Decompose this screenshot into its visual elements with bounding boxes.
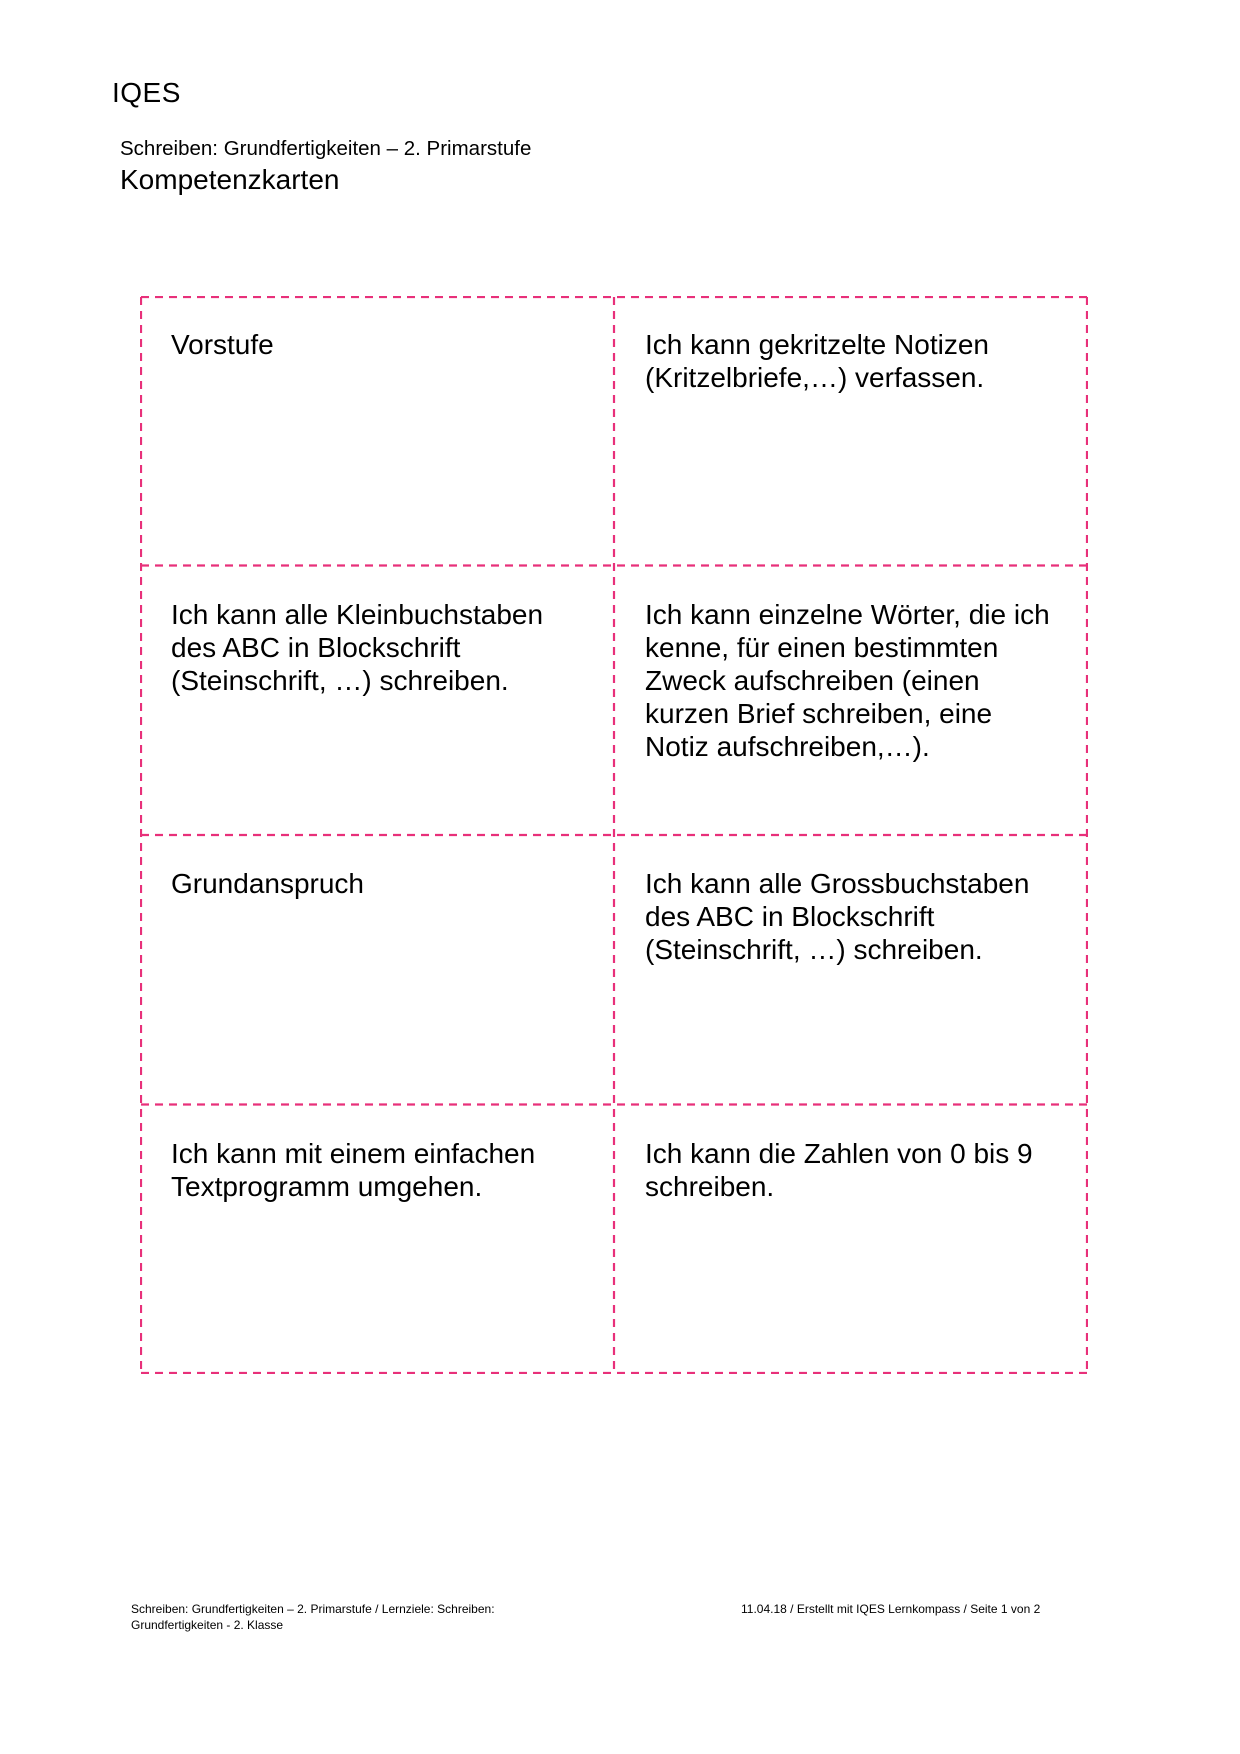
card-text: Ich kann mit einem einfachen Textprogramm umgehen. [171,1137,536,1202]
competence-card-grid [140,296,1088,1374]
card-text: Ich kann alle Grossbuchstaben des ABC in Blockschrift (Steinschrift, …) schreiben. [645,868,1030,965]
card-level-vorstufe [140,296,614,566]
card-text: Ich kann alle Kleinbuchstaben des ABC in Blockschrift (Steinschrift, …) schreiben. [171,598,544,696]
card-text: Ich kann die Zahlen von 0 bis 9 schreiben. [645,1137,1033,1202]
footer-page-info: 11.04.18 / Erstellt mit IQES Lernkompass / Seite 1 von 2 [741,1602,1041,1616]
card-text: Ich kann gekritzelte Notizen (Kritzelbriefe,…) verfassen. [645,329,989,393]
card-uppercase-letters [614,835,1088,1105]
footer-document-path: Schreiben: Grundfertigkeiten – 2. Primarstufe / Lernziele: Schreiben: Grundfertigkeiten - 2. Klasse [131,1602,495,1632]
brand-logo-text: IQES [112,77,181,108]
document-title: Kompetenzkarten [120,164,340,195]
card-text-program [140,1105,614,1375]
card-text: Ich kann einzelne Wörter, die ich kenne, für einen bestimmten Zweck aufschreiben (einen kurzen Brief schreiben, eine Notiz aufschreiben,…). [645,598,1050,762]
card-numbers [614,1105,1088,1375]
card-single-words [614,566,1088,836]
card-level-grundanspruch [140,835,614,1105]
card-text: Grundanspruch [171,868,365,899]
document-subtitle: Schreiben: Grundfertigkeiten – 2. Primarstufe [120,137,532,160]
card-scribbled-notes [614,296,1088,566]
card-text: Vorstufe [171,329,274,360]
card-lowercase-letters [140,566,614,836]
